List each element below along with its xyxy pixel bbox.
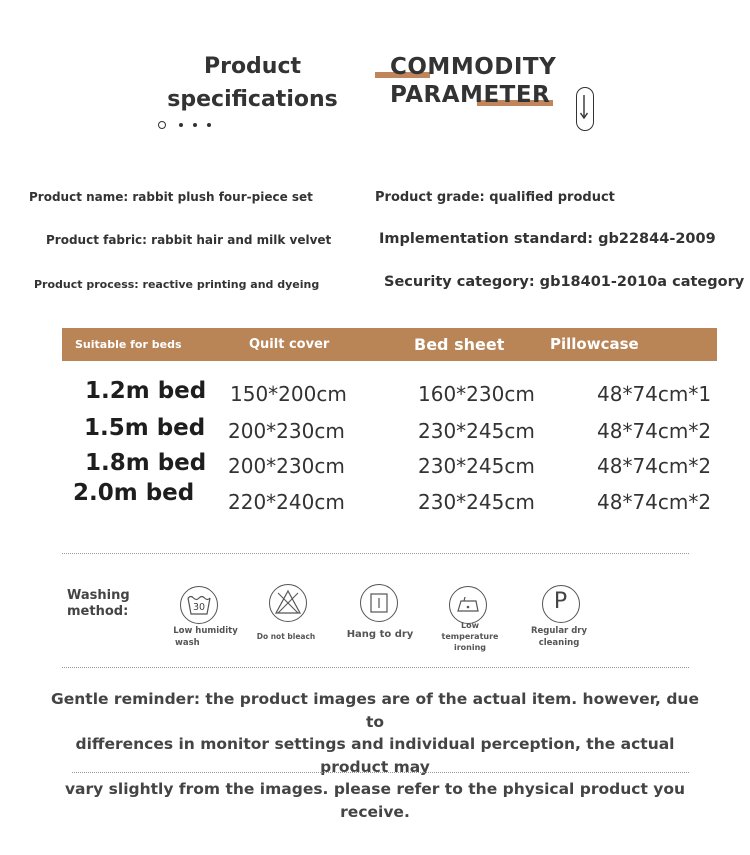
table-row xyxy=(0,480,750,516)
header-sheet: Bed sheet xyxy=(414,335,505,354)
iron-caption-line2: temperature xyxy=(441,632,499,641)
pillow-size: 48*74cm*1 xyxy=(597,382,712,406)
wash-tub-icon xyxy=(180,586,218,624)
bleach-caption: Do not bleach xyxy=(256,632,316,641)
pagination-dots xyxy=(158,120,218,132)
dry-clean-caption xyxy=(525,625,593,649)
divider xyxy=(72,772,689,773)
section-title-en-line1: COMMODITY xyxy=(390,54,557,80)
sheet-size: 230*245cm xyxy=(418,419,535,443)
bed-size: 1.2m bed xyxy=(85,378,207,404)
page-title-line2: specifications xyxy=(167,87,338,112)
scroll-down-icon xyxy=(576,87,594,131)
wash-caption-line2: wash xyxy=(175,638,200,648)
quilt-size: 200*230cm xyxy=(228,419,345,443)
sheet-size: 160*230cm xyxy=(418,382,535,406)
quilt-size: 150*200cm xyxy=(230,382,347,406)
wash-caption-line1: Low humidity xyxy=(173,626,238,636)
reminder-line1: Gentle reminder: the product images are of the actual item. however, due to xyxy=(51,690,699,731)
dot xyxy=(193,123,197,127)
dot xyxy=(179,123,183,127)
spec-fabric: Product fabric: rabbit hair and milk velvet xyxy=(46,233,332,247)
pillow-size: 48*74cm*2 xyxy=(597,454,712,478)
pillow-size: 48*74cm*2 xyxy=(597,490,712,514)
wash-temp: 30 xyxy=(193,602,206,613)
iron-caption-line3: ironing xyxy=(453,643,487,652)
washing-label xyxy=(67,588,130,620)
quilt-size: 220*240cm xyxy=(228,490,345,514)
no-bleach-icon xyxy=(269,584,307,622)
dry-clean-caption-line1: Regular dry xyxy=(530,626,588,636)
table-row xyxy=(0,415,750,451)
divider xyxy=(62,553,689,554)
spec-name: Product name: rabbit plush four-piece set xyxy=(29,190,313,204)
washing-label-line1: Washing xyxy=(67,588,130,603)
quilt-size: 200*230cm xyxy=(228,454,345,478)
header-beds: Suitable for beds xyxy=(75,338,182,351)
spec-standard: Implementation standard: gb22844-2009 xyxy=(379,231,716,247)
table-row xyxy=(0,378,750,414)
hang-dry-icon xyxy=(360,584,398,622)
sheet-size: 230*245cm xyxy=(418,454,535,478)
spec-process: Product process: reactive printing and dyeing xyxy=(34,278,320,291)
dry-clean-symbol: P xyxy=(553,589,568,614)
reminder-line3: vary slightly from the images. please refer to the physical product you receive. xyxy=(64,780,686,821)
bed-size: 2.0m bed xyxy=(73,480,195,506)
dry-clean-icon xyxy=(542,585,580,623)
divider xyxy=(62,667,689,668)
gentle-reminder xyxy=(40,688,710,823)
section-title-en-line2: PARAMETER xyxy=(390,82,551,108)
sheet-size: 230*245cm xyxy=(418,490,535,514)
section-title-en xyxy=(390,53,556,109)
wash-caption xyxy=(168,625,243,649)
header-pillow: Pillowcase xyxy=(550,335,639,353)
bed-size: 1.8m bed xyxy=(85,450,207,476)
page-title-line1: Product xyxy=(203,54,302,79)
dry-clean-caption-line2: cleaning xyxy=(538,638,580,648)
spec-security: Security category: gb18401-2010a category xyxy=(384,274,745,290)
iron-caption-line1: Low xyxy=(461,621,479,630)
low-iron-icon xyxy=(449,586,487,624)
pillow-size: 48*74cm*2 xyxy=(597,419,712,443)
dot-active xyxy=(158,121,166,129)
iron-caption xyxy=(434,620,506,653)
size-table-header xyxy=(62,328,717,361)
spec-grade: Product grade: qualified product xyxy=(375,190,615,205)
header-quilt: Quilt cover xyxy=(249,337,330,352)
hang-dry-caption: Hang to dry xyxy=(346,629,414,640)
bed-size: 1.5m bed xyxy=(84,415,206,441)
page-title xyxy=(150,50,355,116)
reminder-line2: differences in monitor settings and individual perception, the actual product may xyxy=(75,735,675,776)
dot xyxy=(207,123,211,127)
washing-label-line2: method: xyxy=(67,604,129,619)
